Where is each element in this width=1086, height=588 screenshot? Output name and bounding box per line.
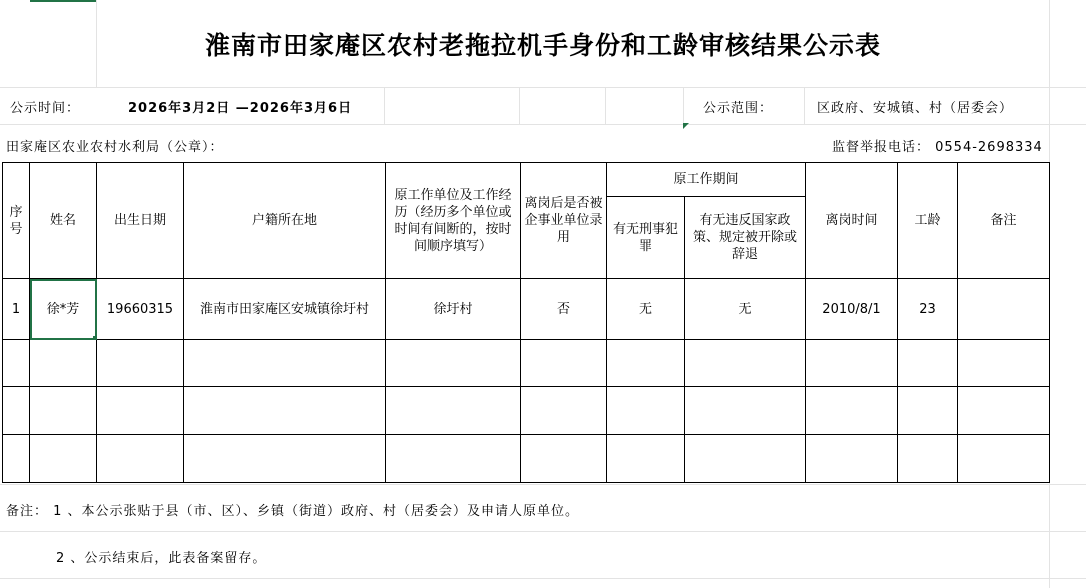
table-row-empty [3,435,1050,483]
header-seq[interactable]: 序号 [3,163,30,279]
empty-cell[interactable] [685,387,806,435]
cell-work-unit[interactable]: 徐圩村 [386,279,521,340]
header-crime[interactable]: 有无刑事犯罪 [607,197,685,279]
header-birth[interactable]: 出生日期 [97,163,184,279]
empty-cell[interactable] [806,387,898,435]
empty-cell[interactable] [898,340,958,387]
empty-cell[interactable] [184,387,386,435]
cell-crime[interactable]: 无 [607,279,685,340]
hotline-label[interactable]: 监督举报电话： 0554-2698334 [832,140,1043,155]
cell-hukou[interactable]: 淮南市田家庵区安城镇徐圩村 [184,279,386,340]
cell-leave-time[interactable]: 2010/8/1 [806,279,898,340]
empty-cell[interactable] [806,435,898,483]
empty-cell[interactable] [607,435,685,483]
header-remark[interactable]: 备注 [958,163,1050,279]
publicity-time-value[interactable]: 2026年3月2日 —2026年3月6日 [128,101,353,116]
sheet-title[interactable]: 淮南市田家庵区农村老拖拉机手身份和工龄审核结果公示表 [204,31,881,60]
empty-cell[interactable] [386,435,521,483]
cell-employed[interactable]: 否 [521,279,607,340]
cell-seq[interactable]: 1 [3,279,30,340]
header-seniority[interactable]: 工龄 [898,163,958,279]
table-row [3,279,1050,340]
empty-cell[interactable] [521,340,607,387]
empty-cell[interactable] [386,387,521,435]
empty-cell[interactable] [30,387,97,435]
empty-cell[interactable] [386,340,521,387]
result-table [2,162,1050,483]
empty-cell[interactable] [806,340,898,387]
empty-cell[interactable] [97,340,184,387]
empty-cell[interactable] [685,435,806,483]
empty-cell[interactable] [521,435,607,483]
empty-cell[interactable] [184,435,386,483]
header-name[interactable]: 姓名 [30,163,97,279]
header-period-group[interactable]: 原工作期间 [607,163,806,197]
cell-birth[interactable]: 19660315 [97,279,184,340]
empty-cell[interactable] [898,387,958,435]
table-row-empty [3,340,1050,387]
cell-name[interactable]: 徐*芳 [30,279,97,340]
empty-cell[interactable] [958,435,1050,483]
empty-cell[interactable] [184,340,386,387]
empty-cell[interactable] [3,340,30,387]
empty-cell[interactable] [3,387,30,435]
empty-cell[interactable] [30,340,97,387]
table-row-empty [3,387,1050,435]
header-work-unit[interactable]: 原工作单位及工作经历（经历多个单位或时间有间断的，按时间顺序填写） [386,163,521,279]
issuer-label[interactable]: 田家庵区农业农村水利局（公章）： [6,140,224,155]
note-2[interactable]: 2 、公示结束后，此表备案留存。 [56,551,267,566]
empty-cell[interactable] [521,387,607,435]
note-1[interactable]: 备注： 1 、本公示张贴于县（市、区）、乡镇（街道）政府、村（居委会）及申请人原单位。 [6,504,580,519]
empty-cell[interactable] [30,435,97,483]
cell-violation[interactable]: 无 [685,279,806,340]
empty-cell[interactable] [685,340,806,387]
empty-cell[interactable] [607,387,685,435]
empty-cell[interactable] [3,435,30,483]
header-violation[interactable]: 有无违反国家政策、规定被开除或辞退 [685,197,806,279]
publicity-time-label[interactable]: 公示时间： [10,101,81,116]
empty-cell[interactable] [97,435,184,483]
header-hukou[interactable]: 户籍所在地 [184,163,386,279]
header-employed[interactable]: 离岗后是否被企事业单位录用 [521,163,607,279]
header-leave-time[interactable]: 离岗时间 [806,163,898,279]
comment-indicator-icon [683,123,689,129]
publicity-scope-value[interactable]: 区政府、安城镇、村（居委会） [817,101,1014,116]
empty-cell[interactable] [607,340,685,387]
empty-cell[interactable] [958,340,1050,387]
empty-cell[interactable] [97,387,184,435]
cell-remark[interactable] [958,279,1050,340]
empty-cell[interactable] [898,435,958,483]
cell-seniority[interactable]: 23 [898,279,958,340]
publicity-scope-label[interactable]: 公示范围： [703,101,774,116]
empty-cell[interactable] [958,387,1050,435]
